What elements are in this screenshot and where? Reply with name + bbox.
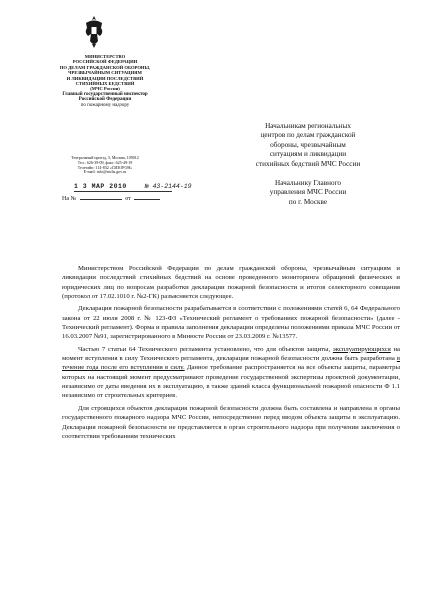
- body-paragraph: Министерством Российской Федерации по делам гражданской обороны, чрезвычайным ситуациям и ликвидации последствий стихийных бедствий на основе проведенного мониторинга обращений физических и юридических лиц по вопросам разработки декларации пожарной безопасности и итогов селекторного совещания (протокол от 17.02.1010 г. №2-ГК) разъясняется следующее.: [62, 265, 400, 301]
- ref-from: от: [125, 196, 131, 202]
- addressee-line: центров по делам гражданской: [260, 131, 356, 140]
- body-paragraph: Для строящихся объектов декларация пожарной безопасности должна быть составлена и направлена в органы государственного пожарного надзора МЧС России, непосредственно перед вводом объекта защиты в эксплуатацию. Декларация пожарной безопасности не представляется в орган строительного надзора при получении заключения о соответствии требованиям технических: [62, 404, 400, 440]
- addressee-line: стихийных бедствий МЧС России: [255, 159, 361, 168]
- ref-blank: [80, 199, 122, 200]
- stamp-date: 1 3 МАР 2010: [74, 183, 127, 190]
- org-line: СТИХИЙНЫХ БЕДСТВИЙ: [75, 81, 135, 87]
- underlined-text: эксплуатирующихся: [332, 345, 391, 353]
- body-text: Данное требование распространяется на все объекты защиты, параметры которых на настоящий момент предусматривают проведение государственной экспертизы проектной документации, независимо от даты введения их в эксплуатацию, в также зданий класса функциональной пожарной опасности Ф 1.1 независимо от строительных критериев.: [62, 364, 400, 400]
- addressee-line: Начальнику Главного: [275, 179, 341, 188]
- registration-stamp: [74, 183, 192, 190]
- org-line: РОССИЙСКОЙ ФЕДЕРАЦИИ: [72, 59, 138, 65]
- org-line: Главный государственный инспектор: [62, 91, 148, 97]
- address-line: Тел.: 626-39-09, факс: 625-49-19: [77, 159, 133, 165]
- org-line: по пожарному надзору: [80, 102, 130, 108]
- ministry-address: [40, 156, 170, 175]
- addressee-line: управления МЧС России: [269, 188, 347, 197]
- letter-body: [62, 264, 400, 444]
- org-line: (МЧС России): [90, 86, 120, 92]
- ref-prefix: На №: [62, 196, 77, 202]
- coat-of-arms-emblem: [82, 14, 106, 50]
- body-paragraph: [62, 345, 400, 401]
- address-line: E-mail: info@mchs.gov.ru: [83, 169, 127, 175]
- org-line: ЧРЕЗВЫЧАЙНЫМ СИТУАЦИЯМ: [68, 70, 142, 76]
- addressee-block: [218, 122, 398, 207]
- body-paragraph: Декларация пожарной безопасности разрабатывается в соответствии с положениями статей 6, 64 Федерального закона от 22 июля 2008 г. № 123-ФЗ «Технический регламент о требованиях пожарной безопасности» (далее - Технический регламент). Форма и правила заполнения декларации определены положениями приказа МЧС России от 16.03.2007 №91, зарегистрированного в Минюсте России от 23.03.2009 г. №13577.: [62, 305, 400, 341]
- body-text: Частью 7 статьи 64 Технического регламента установлено, что для объектов защиты,: [78, 345, 333, 353]
- body-text: на момент вступления в силу Технического регламента, декларация пожарной безопасности должна быть разработана: [62, 345, 400, 363]
- address-line: Телетайп: 114-832 «СИЗОРОН»: [77, 164, 133, 170]
- stamp-underline: [74, 191, 172, 192]
- org-line: МИНИСТЕРСТВО: [84, 54, 126, 59]
- addressee-gap: [218, 169, 398, 179]
- underlined-text: в течение года после его вступления в силу.: [62, 355, 400, 372]
- ref-date-blank: [134, 199, 160, 200]
- org-line: И ЛИКВИДАЦИИ ПОСЛЕДСТВИЙ: [66, 75, 144, 81]
- addressee-line: по г. Москве: [288, 197, 328, 206]
- ministry-letterhead: [40, 54, 170, 108]
- addressee-line: Начальникам региональных: [265, 122, 351, 130]
- org-line: ПО ДЕЛАМ ГРАЖДАНСКОЙ ОБОРОНЫ,: [59, 64, 151, 70]
- reference-line: [62, 196, 160, 202]
- org-line: Российской Федерации: [78, 97, 132, 103]
- addressee-line: ситуациям и ликвидации: [269, 150, 347, 159]
- address-line: Театральный проезд, 3, Москва, 109012: [71, 155, 139, 160]
- stamp-number: № 43-2144-19: [144, 183, 192, 190]
- addressee-line: обороны, чрезвычайным: [270, 140, 346, 149]
